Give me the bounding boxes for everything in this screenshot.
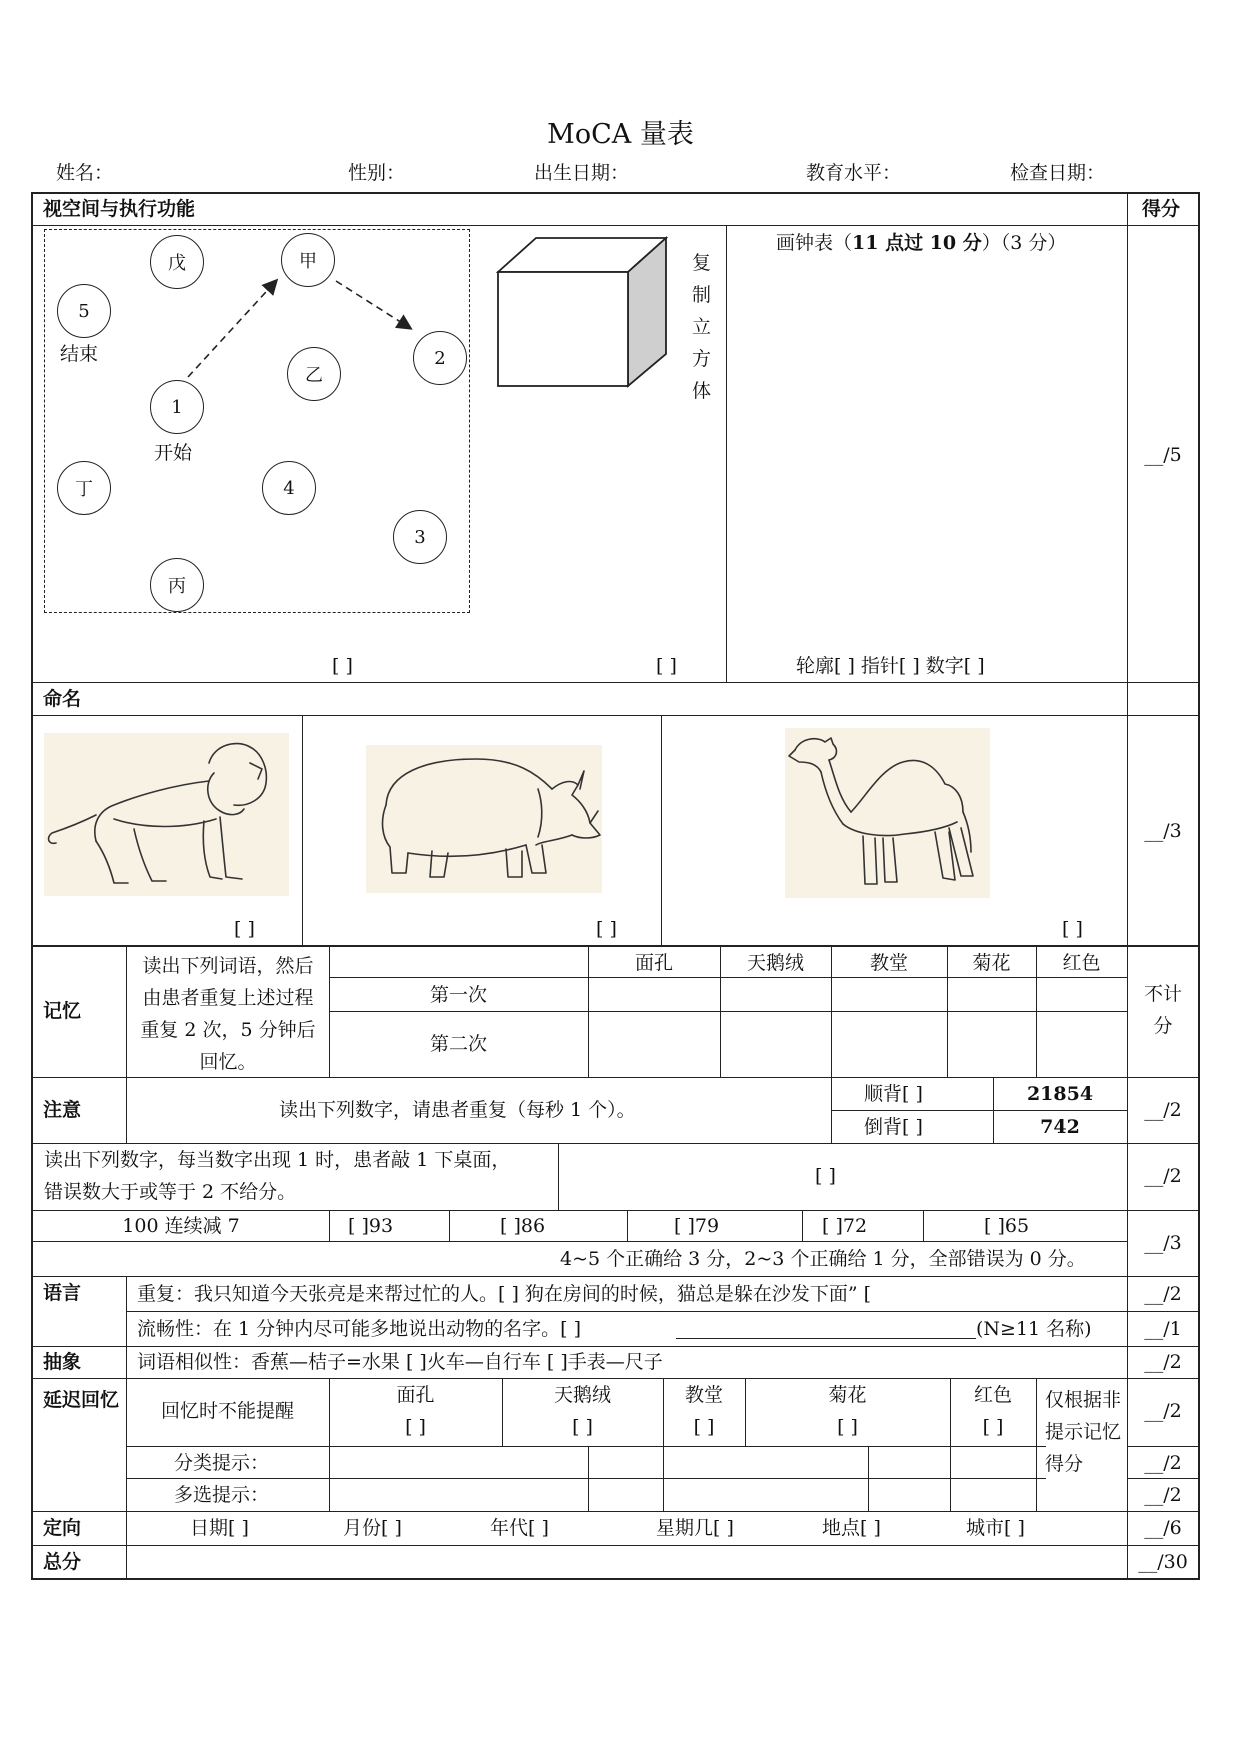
camel-image: [785, 728, 990, 898]
camel-score-bracket[interactable]: [ ]: [1062, 918, 1083, 940]
trail-score-bracket[interactable]: [ ]: [332, 655, 353, 677]
recall-word-church: 教堂: [684, 1384, 723, 1406]
section-label-delayed-recall: 延迟回忆: [43, 1389, 120, 1411]
fluency-answer-line[interactable]: [676, 1338, 976, 1339]
birthdate-field[interactable]: 出生日期：: [534, 162, 630, 184]
recall-bracket-daisy[interactable]: [ ]: [837, 1416, 858, 1438]
recall-word-velvet: 天鹅绒: [553, 1384, 611, 1406]
tapping-instruction-line-1: 读出下列数字，每当数字出现 1 时，患者敲 1 下桌面，: [44, 1149, 511, 1171]
memory-word-face: 面孔: [634, 952, 673, 974]
section-label-attention: 注意: [43, 1099, 82, 1121]
section-label-abstraction: 抽象: [43, 1351, 82, 1373]
camel-icon: [785, 728, 990, 898]
trail-node-2: 2: [413, 331, 467, 385]
trail-node-bing: 丙: [150, 558, 204, 612]
serial-seven-79[interactable]: [ ]79: [674, 1215, 720, 1237]
no-cue-label: 回忆时不能提醒: [160, 1400, 294, 1422]
trail-node-3: 3: [393, 510, 447, 564]
orientation-year[interactable]: 年代[ ]: [490, 1517, 549, 1539]
trail-node-4: 4: [262, 461, 316, 515]
orientation-city[interactable]: 城市[ ]: [966, 1517, 1025, 1539]
abstraction-items[interactable]: 词语相似性：香蕉—桔子=水果 [ ]火车—自行车 [ ]手表—尺子: [137, 1351, 663, 1373]
recall-word-red: 红色: [973, 1384, 1012, 1406]
fluency-score[interactable]: __/1: [1144, 1318, 1182, 1340]
section-label-total: 总分: [43, 1551, 82, 1573]
backward-digits: 742: [1040, 1116, 1080, 1138]
multiple-choice-cue-label: 多选提示：: [174, 1484, 270, 1506]
trail-node-yi: 乙: [287, 347, 341, 401]
memory-word-red: 红色: [1062, 952, 1101, 974]
memory-score: 不计分: [1143, 983, 1182, 1037]
recall-bracket-church[interactable]: [ ]: [693, 1416, 715, 1438]
memory-word-church: 教堂: [869, 952, 908, 974]
clock-criteria[interactable]: 轮廓[ ] 指针[ ] 数字[ ]: [796, 655, 985, 677]
abstraction-score[interactable]: __/2: [1144, 1351, 1182, 1373]
cube-label-char: 方: [692, 348, 712, 370]
tapping-instruction-line-2: 错误数大于或等于 2 不给分。: [44, 1181, 297, 1203]
trail-node-ding: 丁: [57, 461, 111, 515]
cube-score-bracket[interactable]: [ ]: [656, 655, 677, 677]
category-cue-label: 分类提示：: [174, 1452, 270, 1474]
trail-start-label: 开始: [154, 442, 193, 464]
recall-bracket-face[interactable]: [ ]: [405, 1416, 426, 1438]
rhino-image: [366, 745, 602, 893]
digit-span-score[interactable]: __/2: [1144, 1099, 1182, 1121]
digit-span-instruction: 读出下列数字，请患者重复（每秒 1 个）。: [279, 1099, 636, 1121]
recall-no-cue-score[interactable]: __/2: [1144, 1400, 1182, 1422]
memory-trial-2: 第二次: [429, 1033, 487, 1055]
recall-bracket-red[interactable]: [ ]: [982, 1416, 1004, 1438]
backward-span-bracket[interactable]: 倒背[ ]: [864, 1116, 923, 1138]
fluency-instruction: 流畅性：在 1 分钟内尽可能多地说出动物的名字。[ ]: [137, 1318, 582, 1340]
naming-score[interactable]: __/3: [1144, 820, 1182, 842]
cube-label-char: 制: [692, 284, 712, 306]
recall-scoring-note: 仅根据非提示记忆得分: [1045, 1389, 1122, 1475]
clock-drawing-area[interactable]: [740, 262, 1110, 642]
serial-seven-86[interactable]: [ ]86: [500, 1215, 546, 1237]
section-label-memory: 记忆: [43, 1000, 82, 1022]
recall-bracket-velvet[interactable]: [ ]: [572, 1416, 593, 1438]
serial-seven-72[interactable]: [ ]72: [822, 1215, 868, 1237]
section-label-naming: 命名: [43, 688, 82, 710]
lion-score-bracket[interactable]: [ ]: [234, 918, 255, 940]
total-score[interactable]: __/30: [1138, 1551, 1188, 1573]
serial-seven-label: 100 连续减 7: [122, 1215, 240, 1237]
tapping-score[interactable]: __/2: [1144, 1165, 1182, 1187]
name-field[interactable]: 姓名：: [56, 162, 114, 184]
memory-instruction: 读出下列词语，然后由患者重复上述过程重复 2 次，5 分钟后回忆。: [140, 955, 316, 1073]
section-label-visuospatial: 视空间与执行功能: [43, 198, 196, 220]
memory-word-daisy: 菊花: [972, 952, 1011, 974]
tapping-score-bracket[interactable]: [ ]: [815, 1165, 836, 1187]
recall-category-score[interactable]: __/2: [1144, 1452, 1182, 1474]
cube-drawing: [496, 236, 672, 390]
recall-word-face: 面孔: [396, 1384, 435, 1406]
recall-word-daisy: 菊花: [828, 1384, 867, 1406]
cube-label-char: 立: [692, 316, 712, 338]
serial-seven-score[interactable]: __/3: [1144, 1232, 1182, 1254]
orientation-place[interactable]: 地点[ ]: [822, 1517, 881, 1539]
page-title: MoCA 量表: [547, 119, 694, 150]
trail-node-5: 5: [57, 284, 111, 338]
lion-icon: [44, 733, 289, 896]
score-column-header: 得分: [1142, 198, 1181, 220]
clock-instruction: 画钟表（11 点过 10 分）（3 分）: [776, 232, 1067, 254]
rhinoceros-icon: [366, 745, 602, 893]
visuospatial-score[interactable]: __/5: [1144, 444, 1182, 466]
serial-seven-65[interactable]: [ ]65: [984, 1215, 1030, 1237]
serial-seven-rule: 4~5 个正确给 3 分，2~3 个正确给 1 分，全部错误为 0 分。: [560, 1248, 1086, 1270]
fluency-criterion: (N≥11 名称): [976, 1318, 1092, 1340]
orientation-month[interactable]: 月份[ ]: [343, 1517, 402, 1539]
section-label-language: 语言: [43, 1282, 82, 1304]
trail-node-1: 1: [150, 380, 204, 434]
orientation-date[interactable]: 日期[ ]: [190, 1517, 249, 1539]
trail-end-label: 结束: [60, 343, 99, 365]
trail-node-jia: 甲: [281, 233, 335, 287]
orientation-weekday[interactable]: 星期几[ ]: [656, 1517, 734, 1539]
memory-trial-1: 第一次: [429, 984, 487, 1006]
rhino-score-bracket[interactable]: [ ]: [596, 918, 617, 940]
serial-seven-93[interactable]: [ ]93: [348, 1215, 394, 1237]
memory-word-velvet: 天鹅绒: [746, 952, 804, 974]
orientation-score[interactable]: __/6: [1144, 1517, 1182, 1539]
recall-multiple-choice-score[interactable]: __/2: [1144, 1484, 1182, 1506]
trail-node-wu: 戊: [150, 235, 204, 289]
cube-label-char: 复: [692, 252, 712, 274]
forward-digits: 21854: [1026, 1083, 1094, 1105]
exam-date-field[interactable]: 检查日期：: [1010, 162, 1106, 184]
section-label-orientation: 定向: [43, 1517, 82, 1539]
education-field[interactable]: 教育水平：: [806, 162, 902, 184]
forward-span-bracket[interactable]: 顺背[ ]: [864, 1083, 923, 1105]
lion-image: [44, 733, 289, 896]
cube-label-char: 体: [692, 380, 712, 402]
sex-field[interactable]: 性别：: [348, 162, 406, 184]
sentence-repetition[interactable]: 重复：我只知道今天张亮是来帮过忙的人。[ ] 狗在房间的时候，猫总是躲在沙发下面” [: [137, 1283, 872, 1305]
repetition-score[interactable]: __/2: [1144, 1283, 1182, 1305]
